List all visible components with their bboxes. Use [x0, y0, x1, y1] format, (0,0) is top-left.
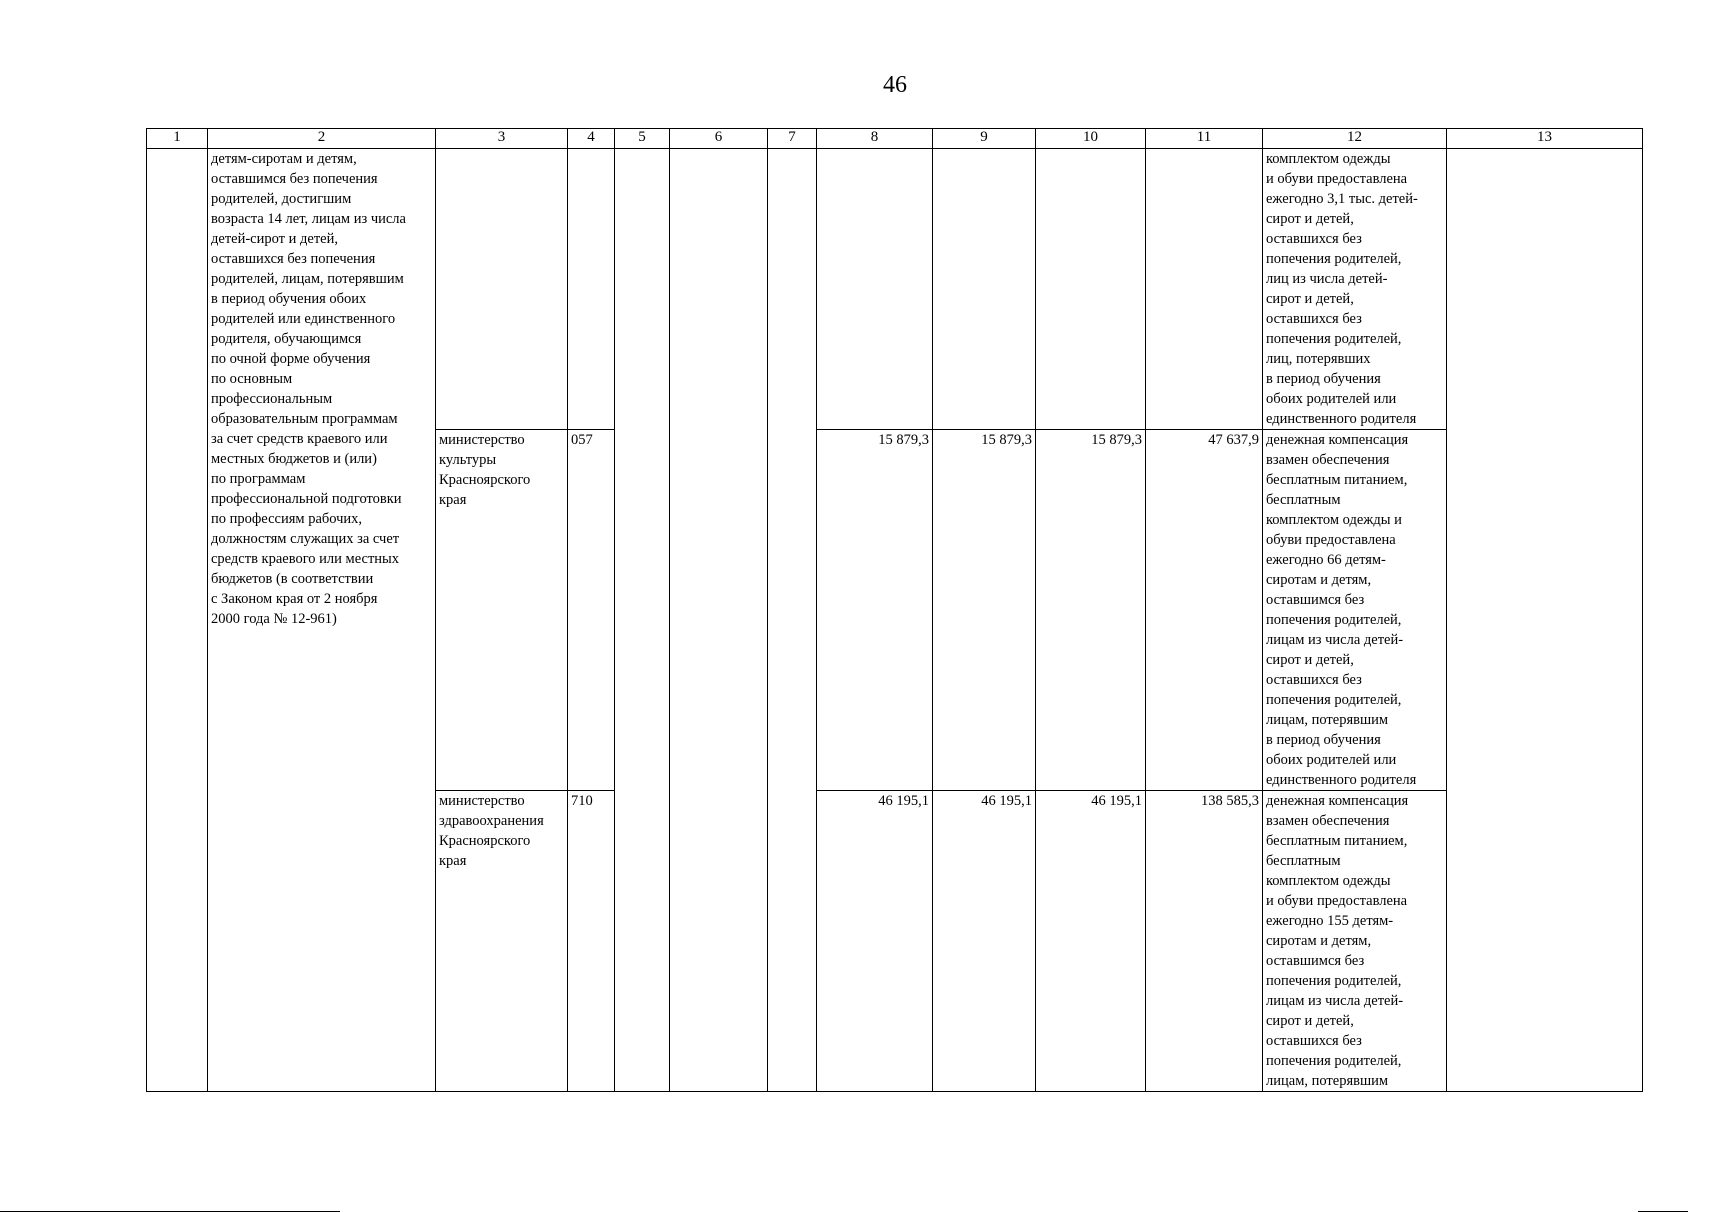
result-cell: денежная компенсация взамен обеспечения бесплатным питанием, бесплатным комплектом одежды и обуви предоставлена ежегодно 155 детям- сиротам и детям, оставшимся без попечения родителей, лицам из числа детей- сирот и детей, оставшихся без попечения родителей, лицам, потерявшим — [1263, 791, 1447, 1092]
header-col-8: 8 — [817, 129, 933, 149]
value-cell-col-9: 15 879,3 — [933, 430, 1036, 791]
cell-col-5 — [615, 149, 670, 1092]
header-col-3: 3 — [436, 129, 568, 149]
header-col-13: 13 — [1447, 129, 1643, 149]
page-number: 46 — [883, 72, 907, 98]
code-cell: 057 — [568, 430, 615, 791]
code-cell: 710 — [568, 791, 615, 1092]
value-cell-col-11: 138 585,3 — [1146, 791, 1263, 1092]
value-cell-col-9: 46 195,1 — [933, 791, 1036, 1092]
value-cell-col-8: 15 879,3 — [817, 430, 933, 791]
ministry-cell — [436, 149, 568, 430]
header-col-4: 4 — [568, 129, 615, 149]
result-cell: комплектом одежды и обуви предоставлена ежегодно 3,1 тыс. детей- сирот и детей, оставшихся без попечения родителей, лиц из числа детей- сирот и детей, оставшихся без попечения родителей, лиц, потерявших в период обучения обоих родителей или единственного родителя — [1263, 149, 1447, 430]
cell-col-1 — [147, 149, 208, 1092]
value-cell-col-8: 46 195,1 — [817, 791, 933, 1092]
ministry-cell: министерство здравоохранения Красноярского края — [436, 791, 568, 1092]
code-cell — [568, 149, 615, 430]
header-col-7: 7 — [768, 129, 817, 149]
table-row — [147, 149, 1643, 430]
header-col-6: 6 — [670, 129, 768, 149]
header-col-9: 9 — [933, 129, 1036, 149]
measure-description-cell: детям-сиротам и детям, оставшимся без попечения родителей, достигшим возраста 14 лет, лицам из числа детей-сирот и детей, оставшихся без попечения родителей, лицам, потерявшим в период обучения обоих родителей или единственного родителя, обучающимся по очной форме обучения по основным профессиональным образовательным программам за счет средств краевого или местных бюджетов и (или) по программам профессиональной подготовки по профессиям рабочих, должностям служащих за счет средств краевого или местных бюджетов (в соответствии с Законом края от 2 ноября 2000 года № 12-961) — [208, 149, 436, 1092]
value-cell-col-10 — [1036, 149, 1146, 430]
ministry-cell: министерство культуры Красноярского края — [436, 430, 568, 791]
value-cell-col-8 — [817, 149, 933, 430]
budget-table — [146, 128, 1643, 1092]
header-col-10: 10 — [1036, 129, 1146, 149]
value-cell-col-11: 47 637,9 — [1146, 430, 1263, 791]
value-cell-col-9 — [933, 149, 1036, 430]
cell-col-7 — [768, 149, 817, 1092]
value-cell-col-10: 46 195,1 — [1036, 791, 1146, 1092]
header-col-5: 5 — [615, 129, 670, 149]
header-row — [147, 129, 1643, 149]
header-col-1: 1 — [147, 129, 208, 149]
header-col-11: 11 — [1146, 129, 1263, 149]
cell-col-13 — [1447, 149, 1643, 1092]
header-col-12: 12 — [1263, 129, 1447, 149]
header-col-2: 2 — [208, 129, 436, 149]
value-cell-col-11 — [1146, 149, 1263, 430]
cell-col-6 — [670, 149, 768, 1092]
result-cell: денежная компенсация взамен обеспечения бесплатным питанием, бесплатным комплектом одежды и обуви предоставлена ежегодно 66 детям- сиротам и детям, оставшимся без попечения родителей, лицам из числа детей- сирот и детей, оставшихся без попечения родителей, лицам, потерявшим в период обучения обоих родителей или единственного родителя — [1263, 430, 1447, 791]
value-cell-col-10: 15 879,3 — [1036, 430, 1146, 791]
